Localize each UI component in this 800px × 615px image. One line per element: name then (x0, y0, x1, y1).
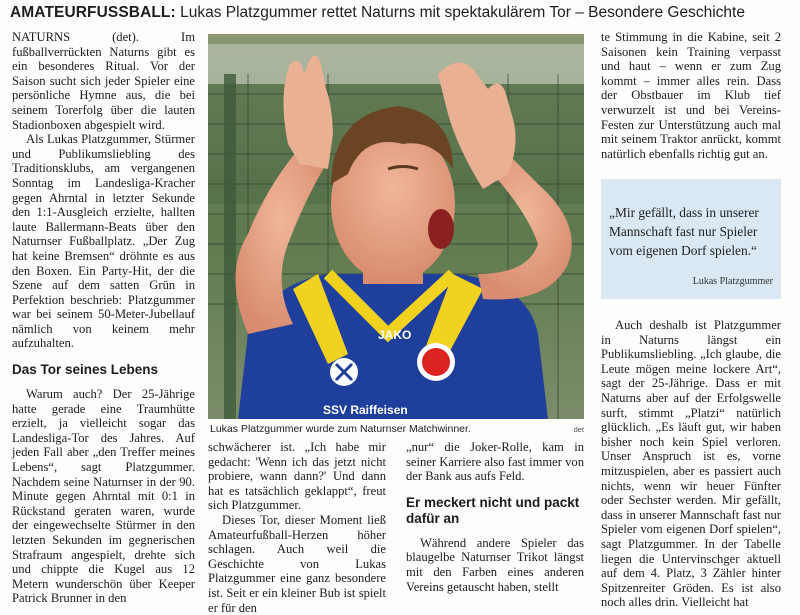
article-column-4-continued (601, 318, 781, 610)
paragraph: „nur“ die Joker-Rolle, kam in seiner Karriere also fast immer von der Bank aus aufs Feld. (406, 440, 584, 484)
jersey-brand: JAKO (378, 328, 412, 342)
photo-credit: det (573, 425, 584, 434)
article-column-3 (406, 440, 584, 594)
paragraph: Warum auch? Der 25-Jährige hatte gerade eine Traumhütte erzielt, ja vielleicht sogar das Landesliga-Tor des Jahres. Auf jeden Fall aber „den Treffer meines Lebens“, sagt Platzgummer. Nachdem seine Naturnser in der 90. Minute gegen Ahrntal mit 0:1 in Rückstand geraten waren, wurde der eingewechselte Stürmer in den letzten Sekunden im gegnerischen Strafraum angespielt, drehte sich und chippte die Kugel aus 12 Metern wunderschön über Keeper Patrick Brunner in den (12, 387, 195, 606)
jersey-sponsor: SSV Raiffeisen (323, 403, 408, 417)
photo-caption (210, 423, 584, 435)
quote-author: Lukas Platzgummer (692, 276, 773, 287)
paragraph: Auch deshalb ist Platzgummer in Naturns längst ein Publikumsliebling. „Ich glaube, die Leute mögen meine lockere Art“, sagt der 25-Jährige. Dass er mit Naturns aber auf der Erfolgswelle surft, stimmt „Platzi“ natürlich glücklich. „Es läuft gut, wir haben bisher noch kein Spiel verloren. Unser Anspruch ist es, vorne mitzuspielen, aber es passiert auch nichts, wenn wir heuer Fünfter oder Sechster werden. Mir gefällt, dass in unserer Mannschaft fast nur Spieler vom eigenen Dorf spielen“, sagt Platzgummer. In der Tabelle liegen die Untervinschger aktuell auf dem 4. Platz, 3 Zähler hinter Spitzenreiter Gröden. Es ist also noch alles drin. Vielleicht hat (601, 318, 781, 610)
paragraph: te Stimmung in die Kabine, seit 2 Saisonen kein Training verpasst und haut – wenn er zum Zug kommt – immer alles rein. Dass der Obstbauer im Klub tief verwurzelt ist und bei Vereins-Festen zur Unterstützung auch mal mit seinem Traktor anrückt, kommt natürlich ebenfalls richtig gut an. (601, 30, 781, 161)
headline-kicker: AMATEURFUSSBALL: (10, 4, 176, 21)
paragraph: Dieses Tor, dieser Moment ließ Amateurfußball-Herzen höher schlagen. Auch weil die Geschichte von Lukas Platzgummer eine ganz besondere ist. Seit er ein kleiner Bub ist spielt er für den (208, 512, 386, 615)
article-column-4 (601, 30, 781, 161)
subheading: Das Tor seines Lebens (12, 362, 159, 378)
pull-quote (601, 179, 781, 299)
article-column-1 (12, 30, 195, 606)
paragraph: NATURNS (det). Im fußballverrückten Naturns gibt es ein besonderes Ritual. Vor der Saison sucht sich jeder Spieler eine persönliche Hymne aus, die bei seinem Torerfolg über die lauten Stadionboxen abgespielt wird. (12, 30, 195, 132)
paragraph: schwächerer ist. „Ich habe mir gedacht: 'Wenn ich das jetzt nicht probiere, wann dann?' Und dann hat es tatsächlich geklappt“, freut sich Platzgummer. (208, 440, 386, 513)
headline (10, 3, 795, 23)
paragraph: Als Lukas Platzgummer, Stürmer und Publikumsliebling des Traditionsklubs, am vergangenen Sonntag im Landesliga-Kracher gegen Ahrntal in letzter Sekunde den 1:1-Ausgleich erzielte, hallten laute Ballermann-Beats über den Naturnser Fußballplatz. „Der Zug hat keine Bremsen“ dröhnte es aus den Boxen. Ein Party-Hit, der die Szene auf dem satten Grün in Perfektion beschrieb: Platzgummer war bei seinem 50-Meter-Jubellauf nämlich von keinem mehr aufzuhalten. (12, 132, 195, 351)
caption-text: Lukas Platzgummer wurde zum Naturnser Matchwinner. (210, 423, 471, 435)
player-celebration-image (208, 34, 584, 419)
quote-text: „Mir gefällt, dass in unserer Mannschaft fast nur Spieler vom eigenen Dorf spielen.“ (609, 205, 759, 258)
article-photo (208, 34, 584, 419)
subheading: Er meckert nicht und packt dafür an (406, 494, 580, 526)
headline-title: Lukas Platzgummer rettet Naturns mit spektakulärem Tor – Besondere Geschichte (180, 4, 745, 21)
article-column-2 (208, 440, 386, 615)
paragraph: Während andere Spieler das blaugelbe Naturnser Trikot längst mit den Farben eines anderen Vereins getauscht haben, stellt (406, 535, 584, 594)
